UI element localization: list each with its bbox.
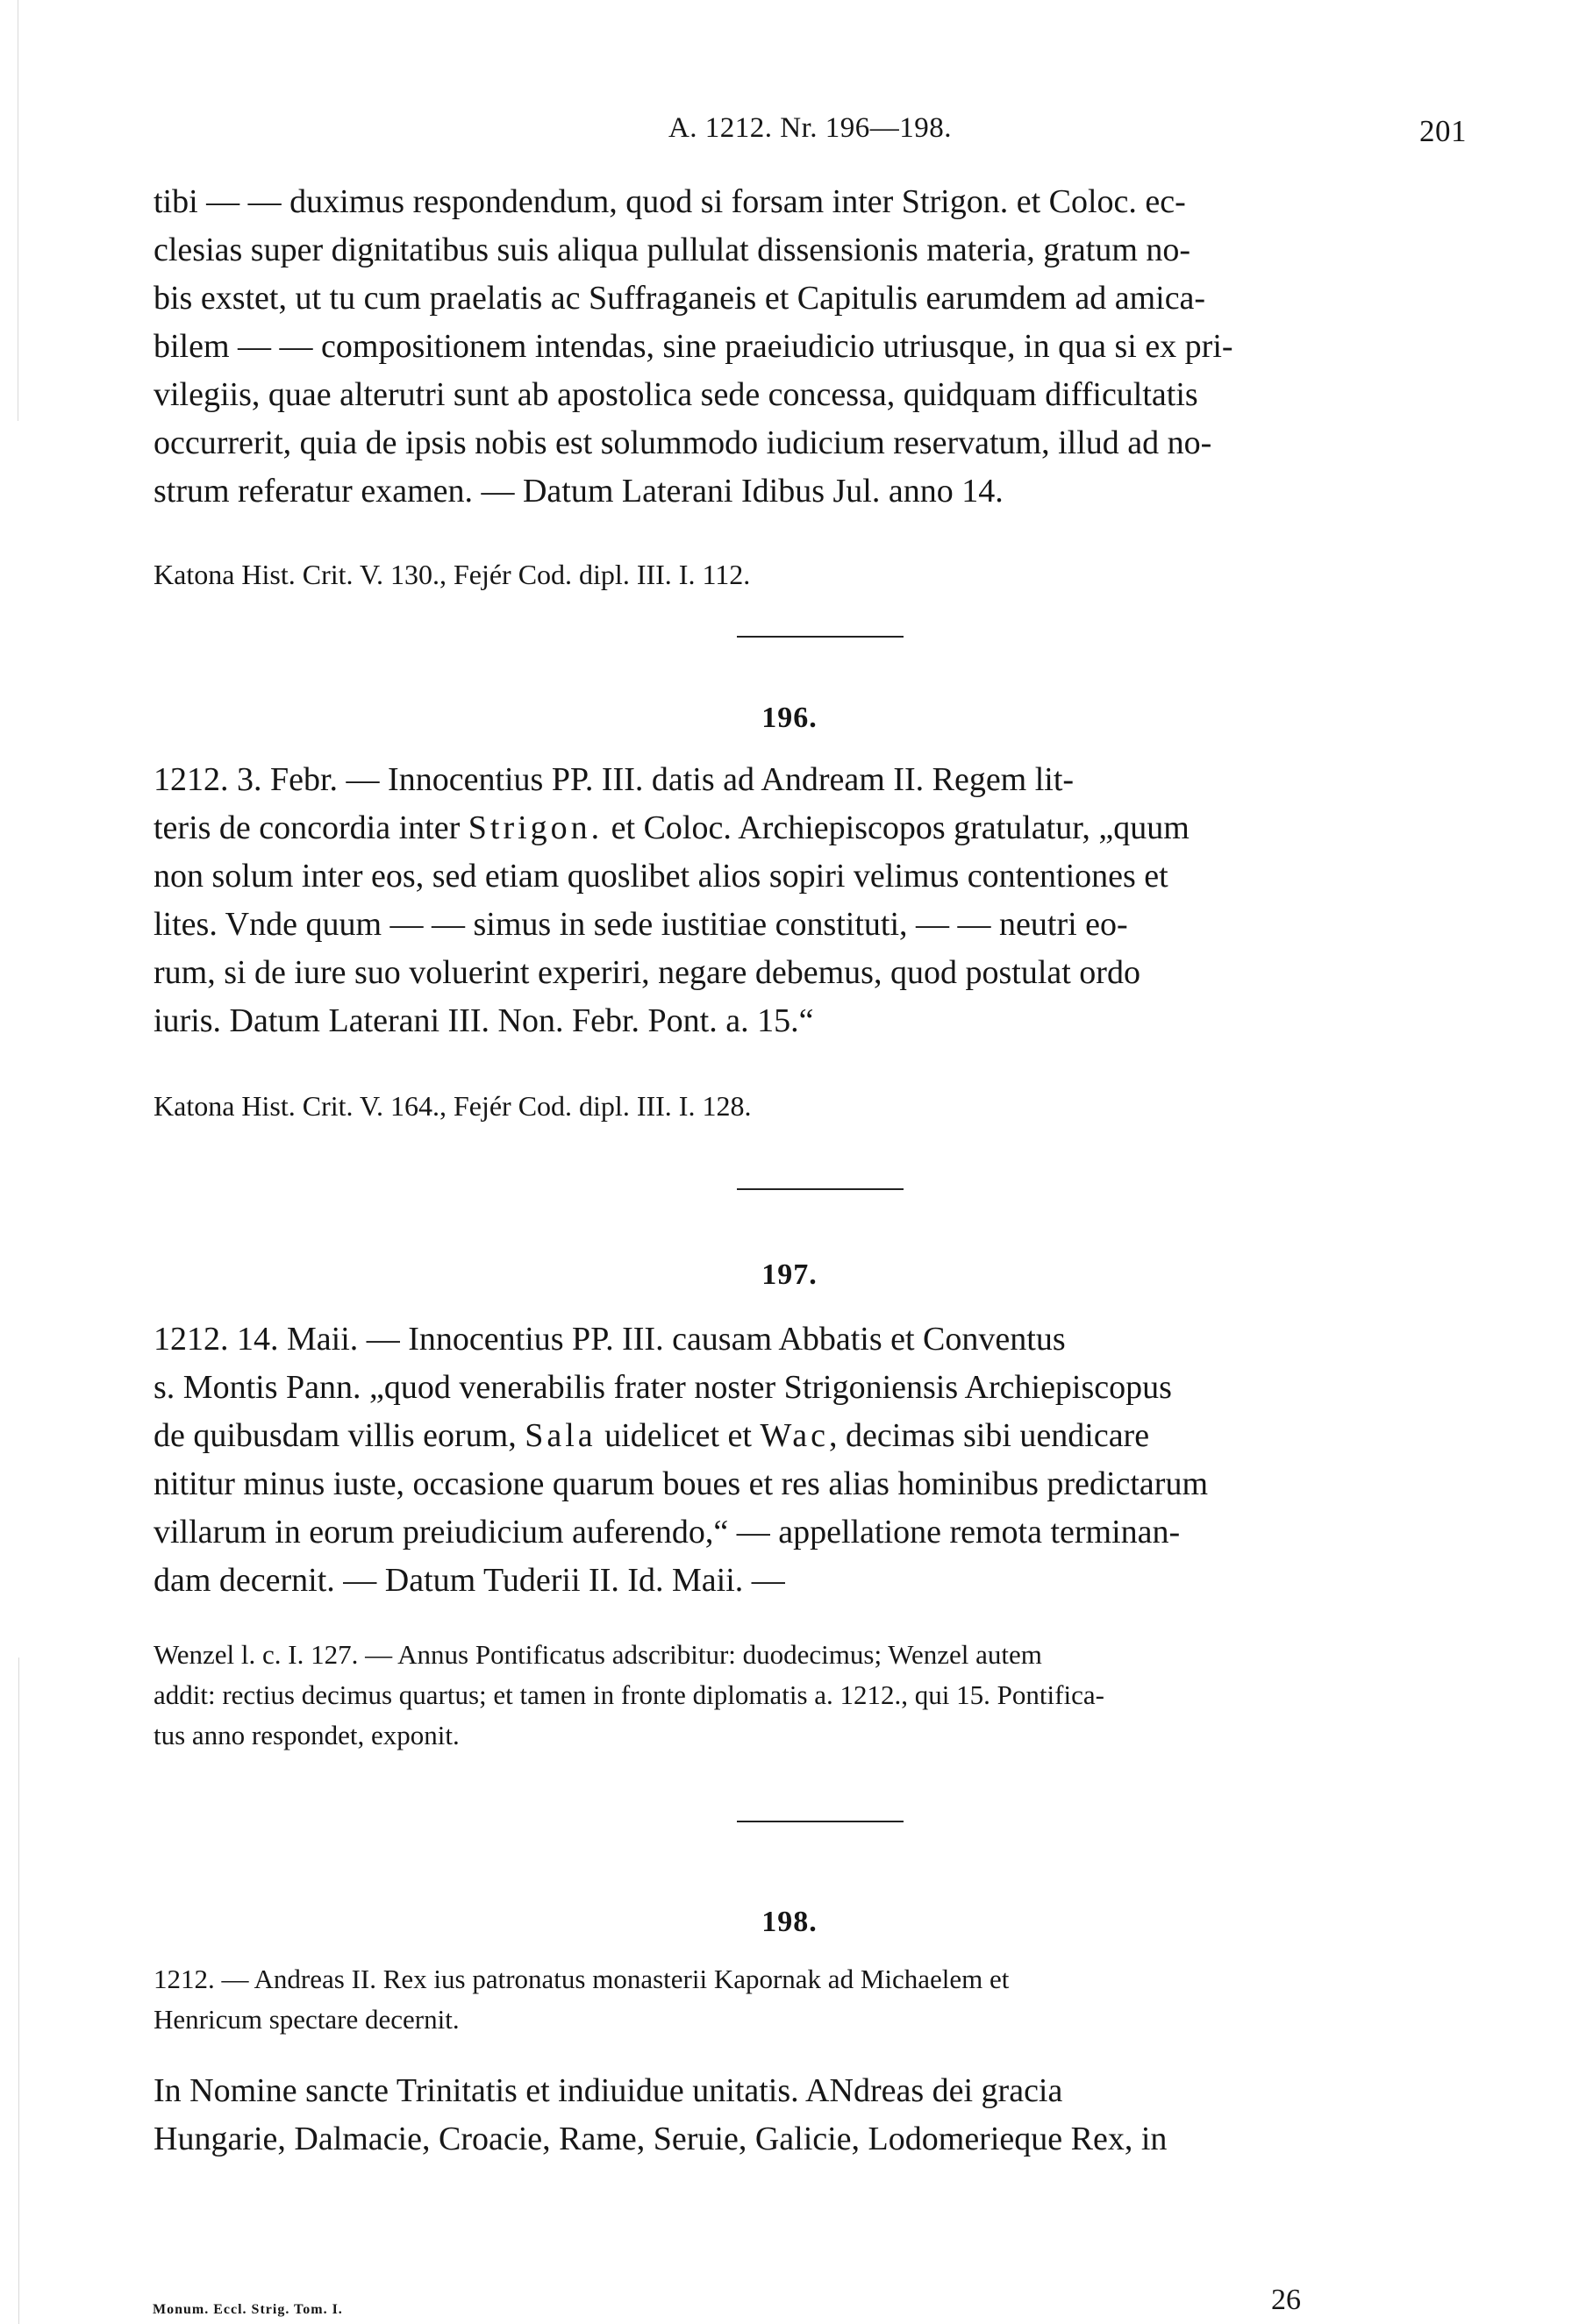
- doc-197-line-3-middle: uidelicet et: [596, 1417, 761, 1454]
- intro-citation: Katona Hist. Crit. V. 130., Fejér Cod. dipl. III. I. 112.: [154, 559, 751, 590]
- scan-edge-line-bottom: [18, 1657, 19, 2324]
- spaced-place-name-wac: Wac: [760, 1417, 829, 1454]
- intro-line-6: occurrerit, quia de ipsis nobis est solummodo iudicium reservatum, illud ad no-: [154, 424, 1212, 461]
- doc-197-line-2: s. Montis Pann. „quod venerabilis frater noster Strigoniensis Archiepiscopus: [154, 1369, 1172, 1406]
- doc-197-line-3: [154, 1412, 1467, 1460]
- doc-196-line-5: rum, si de iure suo voluerint experiri, negare debemus, quod postulat ordo: [154, 954, 1140, 991]
- intro-line-1: tibi — — duximus respondendum, quod si forsam inter Strigon. et Coloc. ec-: [154, 183, 1186, 220]
- section-divider-1: [737, 636, 904, 638]
- document-196-text: [154, 756, 1467, 1045]
- doc-198-summary-line-1: 1212. — Andreas II. Rex ius patronatus monasterii Kapornak ad Michaelem et: [154, 1964, 1010, 1994]
- doc-197-line-4: nititur minus iuste, occasione quarum boues et res alias hominibus predictarum: [154, 1465, 1209, 1502]
- page-header: [154, 105, 1467, 149]
- document-197-text: [154, 1315, 1467, 1605]
- doc-197-line-6: dam decernit. — Datum Tuderii II. Id. Maii. —: [154, 1562, 785, 1599]
- footer-sheet-number: 26: [1271, 2284, 1301, 2316]
- document-196-citation: Katona Hist. Crit. V. 164., Fejér Cod. dipl. III. I. 128.: [154, 1090, 752, 1122]
- doc-197-note-line-2: addit: rectius decimus quartus; et tamen in fronte diplomatis a. 1212., qui 15. Pontifica-: [154, 1679, 1104, 1710]
- footer-volume-label: Monum. Eccl. Strig. Tom. I.: [153, 2302, 343, 2317]
- doc-197-line-3-suffix: , decimas sibi uendicare: [829, 1417, 1150, 1454]
- doc-197-note-line-1: Wenzel l. c. I. 127. — Annus Pontificatus adscribitur: duodecimus; Wenzel autem: [154, 1639, 1042, 1670]
- document-number-196: 196.: [761, 702, 818, 734]
- intro-line-2: clesias super dignitatibus suis aliqua pullulat dissensionis materia, gratum no-: [154, 232, 1191, 268]
- doc-198-text-line-1: In Nomine sancte Trinitatis et indiuidue unitatis. ANdreas dei gracia: [154, 2072, 1063, 2109]
- doc-198-summary-line-2: Henricum spectare decernit.: [154, 2004, 460, 2035]
- doc-196-line-4: lites. Vnde quum — — simus in sede iustitiae constituti, — — neutri eo-: [154, 906, 1128, 943]
- intro-line-3: bis exstet, ut tu cum praelatis ac Suffraganeis et Capitulis earumdem ad amica-: [154, 280, 1206, 317]
- intro-line-4: bilem — — compositionem intendas, sine praeiudicio utriusque, in qua si ex pri-: [154, 328, 1233, 365]
- document-number-198: 198.: [761, 1906, 818, 1938]
- intro-line-5: vilegiis, quae alterutri sunt ab apostolica sede concessa, quidquam difficultatis: [154, 376, 1198, 413]
- running-head: A. 1212. Nr. 196—198.: [668, 112, 953, 144]
- doc-197-note-line-3: tus anno respondet, exponit.: [154, 1720, 460, 1750]
- intro-text: [154, 178, 1467, 516]
- doc-196-line-1: 1212. 3. Febr. — Innocentius PP. III. datis ad Andream II. Regem lit-: [154, 761, 1075, 798]
- document-198-summary: [154, 1959, 1467, 2040]
- doc-196-line-3: non solum inter eos, sed etiam quoslibet alios sopiri velimus contentiones et: [154, 858, 1168, 895]
- spaced-place-name-strigon: Strigon.: [468, 809, 604, 846]
- doc-198-text-line-2: Hungarie, Dalmacie, Croacie, Rame, Seruie, Galicie, Lodomerieque Rex, in: [154, 2121, 1168, 2157]
- page-number: 201: [1419, 114, 1467, 148]
- doc-197-line-1: 1212. 14. Maii. — Innocentius PP. III. causam Abbatis et Conventus: [154, 1321, 1066, 1358]
- section-divider-2: [737, 1188, 904, 1190]
- spaced-place-name-sala: Sala: [525, 1417, 597, 1454]
- document-197-note: [154, 1635, 1467, 1756]
- doc-197-line-5: villarum in eorum preiudicium auferendo,“ — appellatione remota terminan-: [154, 1514, 1181, 1551]
- document-number-197: 197.: [761, 1258, 818, 1291]
- doc-196-line-2-prefix: teris de concordia inter: [154, 809, 468, 846]
- doc-196-line-2: [154, 804, 1467, 852]
- doc-196-line-6: iuris. Datum Laterani III. Non. Febr. Pont. a. 15.“: [154, 1002, 814, 1039]
- section-divider-3: [737, 1821, 904, 1822]
- document-198-text: [154, 2067, 1467, 2164]
- doc-196-line-2-suffix: et Coloc. Archiepiscopos gratulatur, „quum: [603, 809, 1190, 846]
- intro-line-7: strum referatur examen. — Datum Laterani Idibus Jul. anno 14.: [154, 473, 1004, 510]
- doc-197-line-3-prefix: de quibusdam villis eorum,: [154, 1417, 525, 1454]
